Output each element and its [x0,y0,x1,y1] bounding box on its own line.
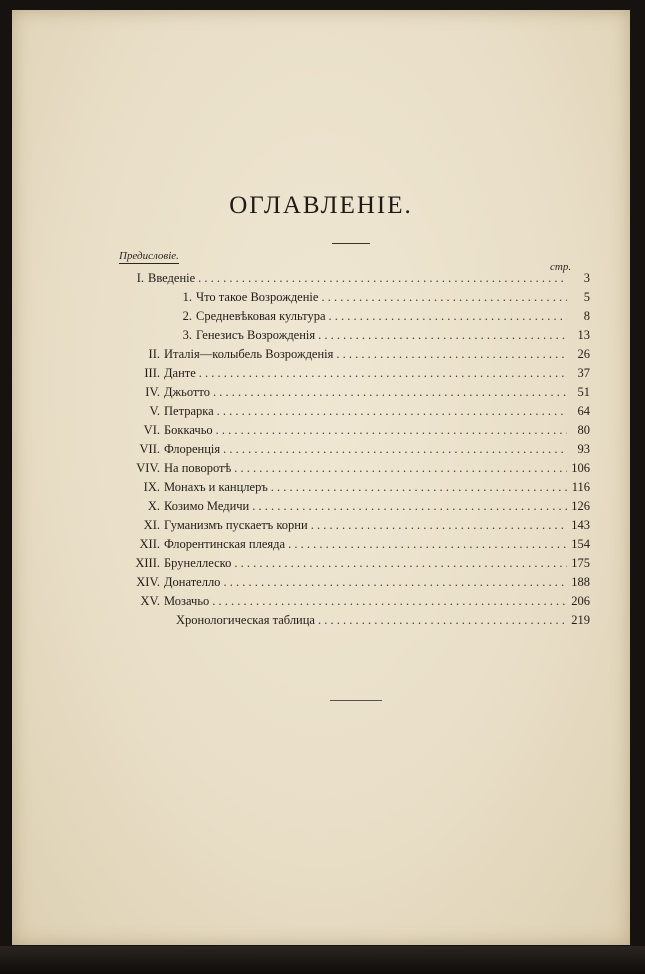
toc-entry-title: Италія—колыбель Возрожденія [164,347,334,361]
toc-entry [172,328,590,347]
toc-entry [112,385,590,404]
toc-entry [112,461,590,480]
toc-entry-page: 175 [571,556,590,570]
toc-entry [112,499,590,518]
toc-entry [112,366,590,385]
toc-entry-number: 1. [182,290,192,304]
toc-entry [172,290,590,309]
toc-entry-number: V. [149,404,160,418]
toc-entry [172,613,590,632]
leader-dots [336,347,567,362]
toc-entry-page: 106 [571,461,590,475]
toc-entry-number: 3. [182,328,192,342]
toc-entry-number: XIII. [135,556,160,570]
leader-dots [321,290,567,305]
leader-dots [223,575,567,590]
page-title: ОГЛАВЛЕНІЕ. [229,192,413,219]
toc-entry-title: Хронологическая таблица [176,613,315,627]
toc-entry-number: XI. [143,518,160,532]
toc-entry-page: 5 [583,290,590,304]
leader-dots [318,613,567,628]
toc-entry-title: Козимо Медичи [164,499,250,513]
title-divider [332,243,370,244]
toc-entry-page: 26 [577,347,590,361]
toc-entry [112,594,590,613]
toc-entry [112,423,590,442]
toc-entry-number: VIV. [136,461,160,475]
leader-dots [223,442,567,457]
toc-entry-number: I. [136,271,144,285]
leader-dots [216,423,567,438]
leader-dots [329,309,567,324]
toc-entry [172,309,590,328]
toc-entry-title: Что такое Возрожденіе [196,290,319,304]
toc-entry [112,556,590,575]
toc-entry [112,537,590,556]
toc-entry-page: 64 [577,404,590,418]
leader-dots [271,480,567,495]
toc-entry-number: XV. [140,594,160,608]
toc-entry-title: Петрарка [164,404,214,418]
toc-entry-page: 154 [571,537,590,551]
leader-dots [311,518,567,533]
toc-entry [112,575,590,594]
toc-entry-number: IX. [143,480,160,494]
toc-entry-number: VI. [143,423,160,437]
toc-entry-title: Монахъ и канцлеръ [164,480,268,494]
bottom-divider [330,700,382,701]
toc-entry [112,271,590,290]
leader-dots [318,328,567,343]
toc-entry-title: Флорентинская плеяда [164,537,286,551]
toc-entry-number: III. [144,366,160,380]
scan-edge [0,946,645,974]
toc-entry-page: 93 [577,442,590,456]
toc-entry-page: 116 [571,480,590,494]
leader-dots [212,594,567,609]
book-page [12,10,630,945]
toc-entry-number: II. [148,347,160,361]
toc-entry-page: 3 [583,271,590,285]
toc-entry-page: 206 [571,594,590,608]
leader-dots [288,537,567,552]
leader-dots [234,461,567,476]
toc-entry-title: Гуманизмъ пускаетъ корни [164,518,308,532]
leader-dots [234,556,567,571]
toc-entry-page: 219 [571,613,590,627]
toc-entry-page: 143 [571,518,590,532]
toc-entry-page: 51 [577,385,590,399]
toc-entry-page: 80 [577,423,590,437]
leader-dots [217,404,567,419]
toc-entry-title: Средневѣковая культура [196,309,326,323]
toc-entry-number: IV. [145,385,160,399]
toc-entry-title: Боккачьо [164,423,213,437]
toc-entry-number: VII. [139,442,160,456]
toc-entry [112,404,590,423]
toc-entry-page: 13 [577,328,590,342]
toc-entry-title: Введеніе [148,271,196,285]
toc-entry-number: XII. [139,537,160,551]
toc-entry-number: XIV. [136,575,160,589]
toc-entry-title: Данте [164,366,196,380]
toc-entry-title: На поворотѣ [164,461,232,475]
toc-entry-title: Мозачьо [164,594,210,608]
toc-entry-page: 8 [583,309,590,323]
toc-entry [112,518,590,537]
toc-entry-title: Генезисъ Возрожденія [196,328,316,342]
toc-entry-page: 188 [571,575,590,589]
leader-dots [213,385,567,400]
leader-dots [199,366,567,381]
toc-entry [112,480,590,499]
toc-entry [112,442,590,461]
toc-entry-title: Брунеллеско [164,556,232,570]
page-column-label: стр. [550,261,572,273]
toc-entry-page: 126 [571,499,590,513]
toc-entry-title: Джьотто [164,385,210,399]
toc-entry-number: X. [147,499,160,513]
toc-entry-title: Флоренція [164,442,221,456]
leader-dots [198,271,567,286]
preface-label: Предисловіе. [119,250,179,262]
toc-entry-page: 37 [577,366,590,380]
toc-entry [112,347,590,366]
leader-dots [252,499,567,514]
toc-entry-title: Донателло [164,575,221,589]
toc-entry-number: 2. [182,309,192,323]
